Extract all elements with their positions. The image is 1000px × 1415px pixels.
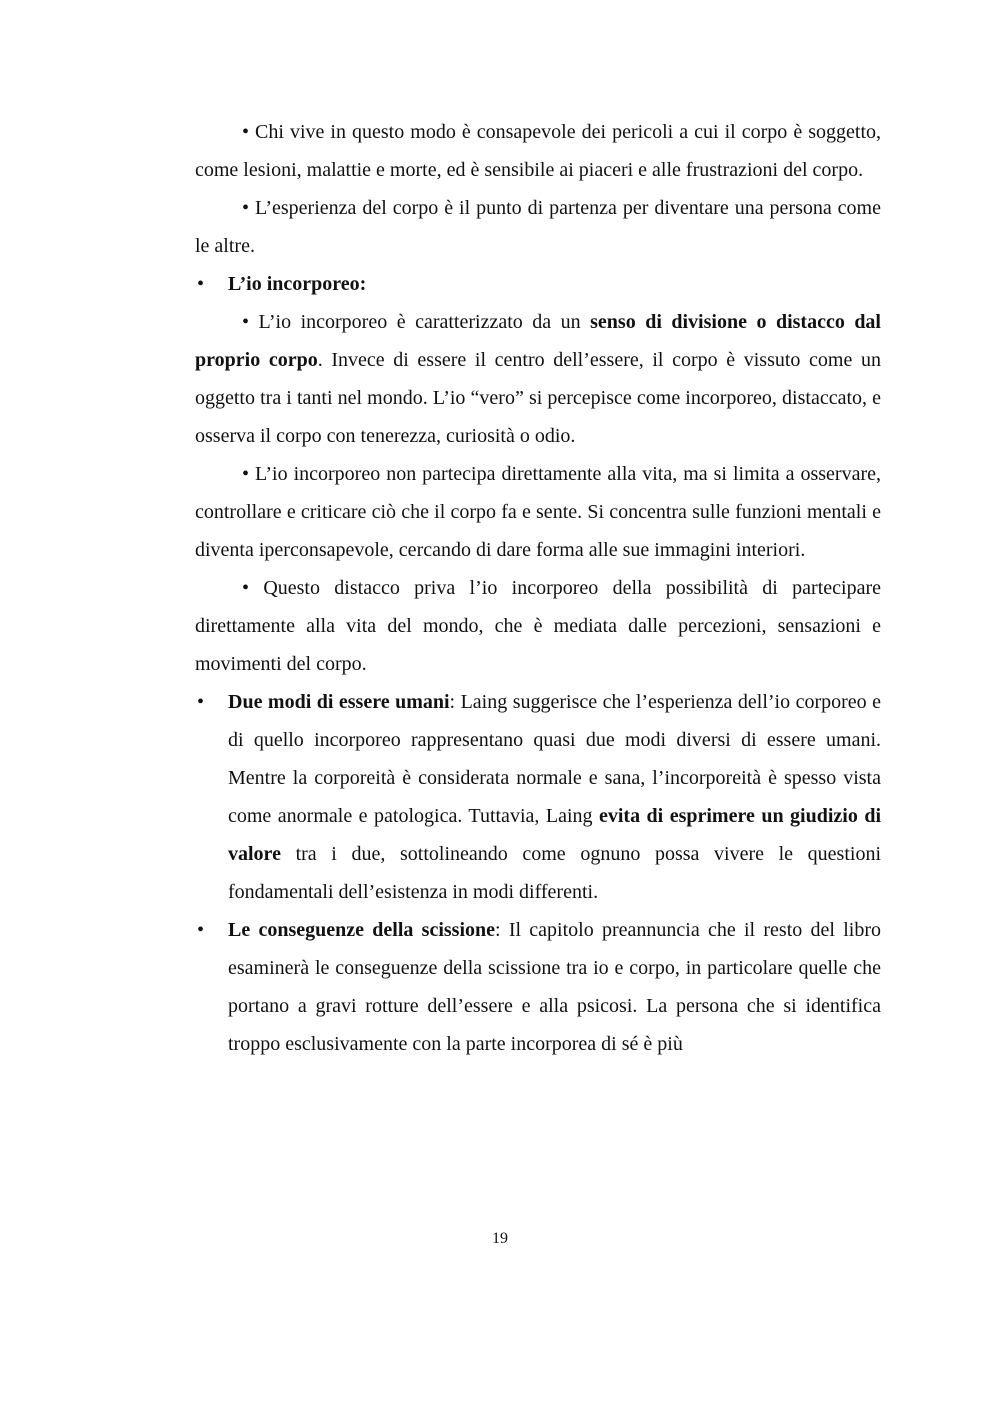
- list-item-title: L’io incorporeo:: [228, 273, 367, 295]
- bullet-icon: •: [197, 691, 205, 713]
- paragraph-division: • L’io incorporeo è caratterizzato da un senso di divisione o distacco dal proprio corpo. Invece di essere il centro dell’essere, il corpo è vissuto come un oggetto tra i tanti nel mondo. L’io “vero” si percepisce come incorporeo, distaccato, e osserva il corpo con tenerezza, curiosità o odio.: [195, 311, 881, 447]
- bullet-icon: •: [197, 273, 205, 295]
- list-item-io-incorporeo: [195, 265, 881, 303]
- list-item-title: Le conseguenze della scissione: [228, 919, 495, 941]
- paragraph-body-experience: • L’esperienza del corpo è il punto di partenza per diventare una persona come le altre.: [195, 197, 881, 257]
- paragraph-body-awareness: • Chi vive in questo modo è consapevole dei pericoli a cui il corpo è soggetto, come lesioni, malattie e morte, ed è sensibile ai piaceri e alle frustrazioni del corpo.: [195, 121, 881, 181]
- paragraph-observation: • L’io incorporeo non partecipa direttamente alla vita, ma si limita a osservare, controllare e criticare ciò che il corpo fa e sente. Si concentra sulle funzioni mentali e diventa iperconsapevole, cercando di dare forma alle sue immagini interiori.: [195, 463, 881, 561]
- list-item-due-modi: • Due modi di essere umani: Laing suggerisce che l’esperienza dell’io corporeo e di quello incorporeo rappresentano quasi due modi diversi di essere umani. Mentre la corporeità è considerata normale e sana, l’incorporeità è spesso vista come anormale e patologica. Tuttavia, Laing evita di esprimere un giudizio di valore tra i due, sottolineando come ognuno possa vivere le questioni fondamentali dell’esistenza in modi differenti.: [195, 683, 881, 911]
- bullet-icon: •: [197, 919, 205, 941]
- paragraph-detachment: • Questo distacco priva l’io incorporeo della possibilità di partecipare direttamente alla vita del mondo, che è mediata dalle percezioni, sensazioni e movimenti del corpo.: [195, 577, 881, 675]
- page-number: 19: [492, 1230, 508, 1247]
- list-item-conseguenze: • Le conseguenze della scissione: Il capitolo preannuncia che il resto del libro esaminerà le conseguenze della scissione tra io e corpo, in particolare quelle che portano a gravi rotture dell’essere e alla psicosi. La persona che si identifica troppo esclusivamente con la parte incorporea di sé è più: [195, 911, 881, 1063]
- list-item-title: Due modi di essere umani: [228, 691, 450, 713]
- page-body: [195, 113, 881, 1063]
